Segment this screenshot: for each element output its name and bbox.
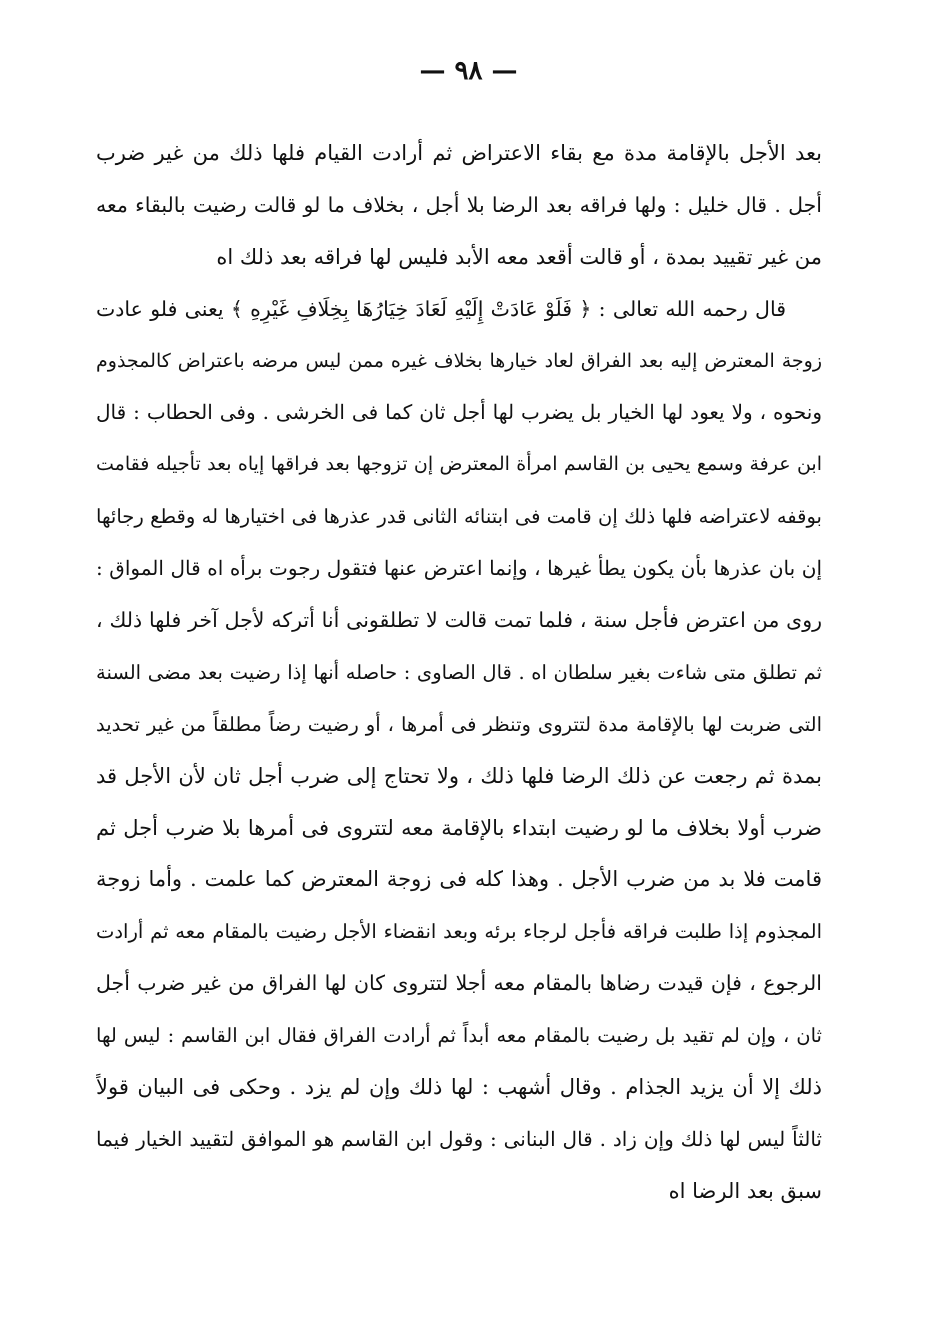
text-line: بعد الأجل بالإقامة مدة مع بقاء الاعتراض ثم أرادت القيام فلها ذلك من غير ضرب xyxy=(96,141,822,165)
text-line: روى من اعترض فأجل سنة ، فلما تمت قالت لا تطلقونى أنا أتركه لأجل آخر فلها ذلك ، xyxy=(96,608,822,633)
text-line: سبق بعد الرضا اه xyxy=(668,1178,822,1203)
text-line: ذلك إلا أن يزيد الجذام . وقال أشهب : لها ذلك وإن لم يزد . وحكى فى البيان قولاً xyxy=(96,1075,822,1100)
text-line: زوجة المعترض إليه بعد الفراق لعاد خيارها بخلاف غيره ممن ليس مرضه باعتراض كالمجذوم xyxy=(96,349,822,372)
page-number: — ٩٨ — xyxy=(419,56,518,86)
text-line: بوقفه لاعتراضه فلها ذلك إن قامت فى ابتنائه الثانى قدر عذرها فى اختيارها له وقطع رجائها xyxy=(96,505,822,529)
text-line: المجذوم إذا طلبت فراقه فأجل لرجاء برئه وبعد انقضاء الأجل رضيت بالمقام معه ثم أرادت xyxy=(96,920,822,944)
text-line: من غير تقييد بمدة ، أو قالت أقعد معه الأبد فليس لها فراقه بعد ذلك اه xyxy=(216,244,822,269)
text-line: الرجوع ، فإن قيدت رضاها بالمقام معه أجلا لتتروى كان لها الفراق من غير ضرب أجل xyxy=(96,971,822,996)
text-line: قال رحمه الله تعالى : ﴿ فَلَوْ عَادَتْ إِلَيْهِ لَعَادَ خِيَارُهَا بِخِلَافِ غَيْرِهِ ﴾ يعنى فلو عادت xyxy=(96,296,786,321)
text-line: بمدة ثم رجعت عن ذلك الرضا فلها ذلك ، ولا تحتاج إلى ضرب أجل ثان لأن الأجل قد xyxy=(96,763,822,788)
text-line: أجل . قال خليل : ولها فراقه بعد الرضا بلا أجل ، بخلاف ما لو قالت رضيت بالبقاء معه xyxy=(96,192,822,217)
text-line: ضرب أولا بخلاف ما لو رضيت ابتداء بالإقامة معه لتتروى فى أمرها بلا ضرب أجل ثم xyxy=(96,815,822,840)
text-line: ثم تطلق متى شاءت بغير سلطان اه . قال الصاوى : حاصله أنها إذا رضيت بعد مضى السنة xyxy=(96,660,822,684)
body-text xyxy=(96,128,822,1218)
text-line: ابن عرفة وسمع يحيى بن القاسم امرأة المعترض إن تزوجها بعد فراقها إياه بعد تأجيله فقامت xyxy=(96,453,822,476)
text-line: ونحوه ، ولا يعود لها الخيار بل يضرب لها أجل ثان كما فى الخرشى . وفى الحطاب : قال xyxy=(96,400,822,425)
text-line: قامت فلا بد من ضرب الأجل . وهذا كله فى زوجة المعترض كما علمت . وأما زوجة xyxy=(96,867,822,892)
text-line: ثان ، وإن لم تقيد بل رضيت بالمقام معه أبداً ثم أرادت الفراق فقال ابن القاسم : ليس لها xyxy=(96,1024,822,1048)
text-line: إن بان عذرها بأن يكون يطأ غيرها ، وإنما اعترض عنها فتقول رجوت برأه اه قال المواق : xyxy=(96,556,822,581)
text-line: ثالثاً ليس لها ذلك وإن زاد . قال البنانى : وقول ابن القاسم هو الموافق لتقييد الخيار فيما xyxy=(96,1126,822,1151)
text-line: التى ضربت لها بالإقامة مدة لتتروى وتنظر فى أمرها ، أو رضيت رضاً مطلقاً من غير تحديد xyxy=(96,712,822,736)
